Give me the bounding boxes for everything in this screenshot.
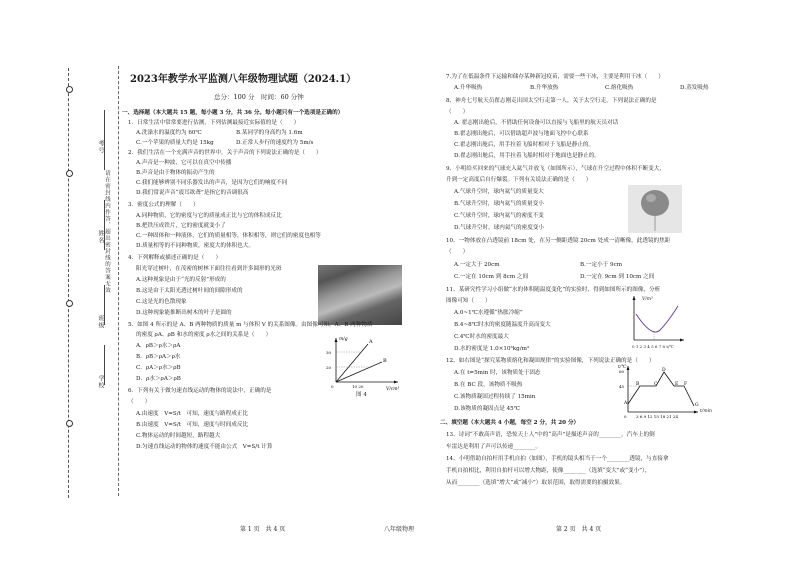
q9-option-d[interactable]: D.气球升空时，球内氦气的密度变小 [454,225,544,231]
q6-option-d[interactable]: D.匀速直线运动的物体的速度不能由公式 V=S/t 计算 [136,444,273,450]
field-label-name: 姓名 [97,230,104,244]
q9-stem: 9、小明给买回来的气球充入氦气并放飞（如图所示），气球在升空过程中体积不断变大， [446,166,665,172]
svg-text:3 6 9 12 15 18 21 24: 3 6 9 12 15 18 21 24 [636,414,678,419]
q6-stem-2: （ ） [128,399,151,405]
q3-option-b[interactable]: B.把铁压成铁片，它的密度就变小了 [136,223,226,229]
q4-option-c[interactable]: C.这是光的色散现象 [136,299,187,305]
q12-option-d[interactable]: D.该物质的凝固点是 45℃ [454,406,520,412]
svg-text:0: 0 [624,414,627,419]
field-label-school: 学校 [97,375,104,389]
q5-option-b[interactable]: B．ρB＞ρA＞ρ水 [136,354,181,360]
q12-graph-xlabel: t/min [700,409,712,414]
q8-option-a[interactable]: A. 翟志刚出舱后，不借助任何设备可以直接与飞船里的航天员对话 [454,120,619,126]
svg-text:G: G [695,403,699,408]
svg-text:A: A [624,401,628,406]
q14-line-3: 从而________（选填“增大”或“减小”）取景范围，取得需要的拍摄效果。 [446,480,626,486]
q2-option-b[interactable]: B.声音是由于物体的振动产生的 [136,170,215,176]
q11-option-b[interactable]: B.4~8℃时水的密度随温度升高而变大 [454,322,551,328]
q9-stem-2: 升到一定高度后自行爆裂。下列有关说法正确的是（ ） [446,177,592,183]
footer-page-left: 第 1 页 共 4 页 [240,526,286,533]
field-label-class: 班级 [97,315,104,329]
q13-line-2: 车雷达是利用了声可以传递________。 [446,444,542,450]
q11-option-a[interactable]: A.0~1℃水遵循“热胀冷缩” [454,310,523,316]
binding-hole-circle [66,86,73,93]
q3-option-c[interactable]: C.一种固体和一种液体，它们的质量相等，体积相等，则它们的密度也相等 [136,233,321,239]
exam-number-field[interactable] [104,110,105,170]
q7-option-d[interactable]: D.蒸发吸热 [680,85,709,91]
q6-option-a[interactable]: A.由速度 V=S/t 可知，速度与路程成正比 [136,411,249,417]
q4-option-b[interactable]: B.这是由于太阳光透过树叶间的间隙形成的 [136,288,243,294]
seal-line [68,68,69,498]
footer-subject: 八年级物理 [384,526,415,533]
svg-text:0: 0 [331,384,334,389]
q1-option-a[interactable]: A.洗澡水的温度约为 60℃ [136,130,202,136]
q2-option-c[interactable]: C.我们能够辨别不同乐器发出的声音，是因为它们的响度不同 [136,180,288,186]
q7-stem: 7.为了在低温条件下运输和储存某种新冠疫苗，需要一些干冰，主要是利用干冰（ ） [446,74,664,80]
q5-stem-2: 的密度 ρA、ρB 和水的密度 ρ水之间的关系是（ ） [136,332,272,338]
q5-option-a[interactable]: A．ρB＞ρ水＞ρA [136,343,181,349]
q14-line-1: 14、小明借助自拍杆用手机自拍（如图），手机的镜头相当于一个________透镜，与直接拿 [446,456,669,462]
svg-text:B: B [383,358,387,364]
q11-option-c[interactable]: C.4℃时水的密度最大 [454,334,509,340]
section-1-heading: 一、选择题（本大题共 15 题，每小题 3 分，共 36 分。每小题只有一个选项是正确的） [122,110,344,116]
balloon-photo [628,185,682,233]
exam-subtitle: 总分：100 分 时间：60 分钟 [214,93,304,101]
seal-notice: 请在密封线内作答，超出密封线的答案无效 [104,170,110,294]
svg-text:10 20: 10 20 [352,384,364,389]
q12-option-c[interactable]: C.该物质凝固过程持续了 15min [454,394,536,400]
q10-option-c[interactable]: C.一定在 10cm 到 8cm 之间 [454,274,529,280]
q6-stem: 6．下列有关于做匀速直线运动的物体的说法中，正确的是 [128,388,272,394]
field-label-exam-number: 考号 [97,140,104,154]
q2-stem: 2．我们生活在一个充满声音的世界中，关于声音的下列说法正确的是（ ） [128,150,322,156]
svg-text:30: 30 [326,350,332,355]
q9-option-b[interactable]: B.气球升空时，球内氦气的质量变小 [454,201,544,207]
q12-graph-ylabel: t/℃ [618,365,627,370]
q10-option-a[interactable]: A.一定大于 20cm [454,262,500,268]
fold-line [118,66,119,496]
q11-stem: 11、某研究性学习小组做“水的体积随温度变化”的实验时，得到如图所示的图像，分析 [446,287,661,293]
q10-option-b[interactable]: B.一定小于 9cm [580,262,623,268]
q3-option-a[interactable]: A.同种物质，它的密度与它的质量成正比与它的体积成反比 [136,213,282,219]
svg-text:45: 45 [619,384,625,389]
name-field[interactable] [104,200,105,250]
q11-graph-ylabel: V/m³ [642,297,653,302]
q7-option-b[interactable]: B.升华放热 [530,85,559,91]
svg-text:E: E [675,382,679,387]
q4-option-a[interactable]: A.这种现象是由于“光的反射”形成的 [136,277,226,283]
q12-option-b[interactable]: B.在 BC 段，该物质不吸热 [454,382,523,388]
q6-option-c[interactable]: C.物体运动的时间越短，路程越大 [136,433,221,439]
q7-option-c[interactable]: C.熔化吸热 [605,85,634,91]
q2-option-a[interactable]: A.声音是一种波，它可以在真空中传播 [136,160,232,166]
q12-option-a[interactable]: A.在 t=5min 时，该物质处于固态 [454,370,541,376]
q8-option-c[interactable]: C.翟志刚出舱后，用手拉着飞船时相对于飞船是静止的。 [454,142,595,148]
q10-option-d[interactable]: D.一定在 9cm 到 10cm 之间 [580,274,655,280]
q1-stem: 1．日常生活中常常要进行估测，下列估测最接近实际值的是（ ） [128,120,300,126]
figure-4-mass-volume-graph [322,334,402,392]
svg-text:A: A [369,339,373,345]
class-field[interactable] [104,285,105,325]
q11-option-d[interactable]: D.水的密度是 1.0×10³kg/m³ [454,346,530,352]
school-field[interactable] [104,345,105,385]
svg-text:D: D [662,368,666,373]
forest-sunlight-photo [318,265,402,325]
q13-line-1: 13、诗词“不敢高声语，恐惊天上人”中的“高声”是描述声音的________，汽车上的倒 [446,432,655,438]
section-2-heading: 二、填空题（本大题共 4 小题，每空 2 分，共 20 分） [440,420,580,426]
svg-text:V/cm³: V/cm³ [386,387,400,392]
q10-stem-2: （ ） [446,249,469,255]
svg-text:20: 20 [326,365,332,370]
q4-option-d[interactable]: D.这种现象能推断出树木的叶子是圆的 [136,310,232,316]
svg-text:60: 60 [619,369,625,374]
binding-hole-circle [66,170,73,177]
svg-text:m/g: m/g [339,337,348,342]
q8-option-b[interactable]: B.翟志刚出舱后，可以借助超声波与地面飞控中心联系 [454,131,589,137]
q8-option-d[interactable]: D.翟志刚出舱后，用手拉着飞船时相对于地面也是静止的。 [454,153,600,159]
figure-4-caption: 图 4 [356,392,367,398]
q4-stem: 4．下列解释或描述正确的是（ ） [128,255,222,261]
q6-option-b[interactable]: B.由速度 V=S/t 可知，速度与时间成反比 [136,422,249,428]
q2-option-d[interactable]: D.我们常说声音“震耳欲聋”是指它的音调很高 [136,190,249,196]
q10-stem: 10、一物体放在凸透镜前 18cm 处，在另一侧距透镜 20cm 处成一清晰像，此透镜的焦距 [446,238,671,244]
binding-hole-circle [66,420,73,427]
q3-stem: 3．密度公式的理解（ ） [128,202,199,208]
svg-text:B: B [636,382,640,387]
binding-hole-circle [66,300,73,307]
q7-option-a[interactable]: A.升华吸热 [454,85,483,91]
footer-page-right: 第 2 页 共 4 页 [556,526,602,533]
q9-option-a[interactable]: A.气球升空时，球内氦气的质量变大 [454,189,544,195]
exam-title: 2023年教学水平监测八年级物理试题（2024.1） [130,74,357,85]
q8-stem-2: （ ） [446,109,469,115]
q3-option-d[interactable]: D.质量相等的不同种物质，密度大的体积也大。 [136,243,254,249]
q4-context: 阳光穿过树叶，在茂密的树林下面往往看到许多圆形的光斑 [136,266,282,272]
q11-stem-2: 图像可知（ ） [446,298,491,304]
q1-option-c[interactable]: C.一个苹果的质量大约是 15kg [136,140,214,146]
q1-option-d[interactable]: D.正常人步行的速度约为 5m/s [236,140,314,146]
svg-text:F: F [684,382,688,387]
q8-stem: 8、神舟七号航天员翟志刚走出国太空行走第一人，关于太空行走，下列说法正确的是 [446,98,657,104]
q5-stem: 5．如图 4 所示的是 A、B 两种物质的质量 m 与体积 V 的关系图像。由图像可知，A、B 两种物质 [128,322,373,328]
water-volume-temperature-graph [628,294,686,350]
q11-graph-xticks: 0 1 2 3 4 5 6 7 8 t/℃ [632,344,674,349]
q5-option-d[interactable]: D．ρ水＞ρA＞ρB [136,376,181,382]
q9-option-c[interactable]: C.气球升空时，球内氦气的密度不变 [454,213,544,219]
q14-line-2: 手机自拍相比，利用自拍杆可以增大物距，使像________（选填“变大”或“变小”）， [446,468,651,474]
svg-text:C: C [654,382,658,387]
q5-option-c[interactable]: C．ρA＞ρ水＞ρB [136,365,181,371]
q1-option-b[interactable]: B.某同学的身高约为 1.6m [236,130,303,136]
q12-stem: 12、如右图是“探究某物质熔化和凝固规律”的实验图像，下列说法正确的是（ ） [446,358,655,364]
